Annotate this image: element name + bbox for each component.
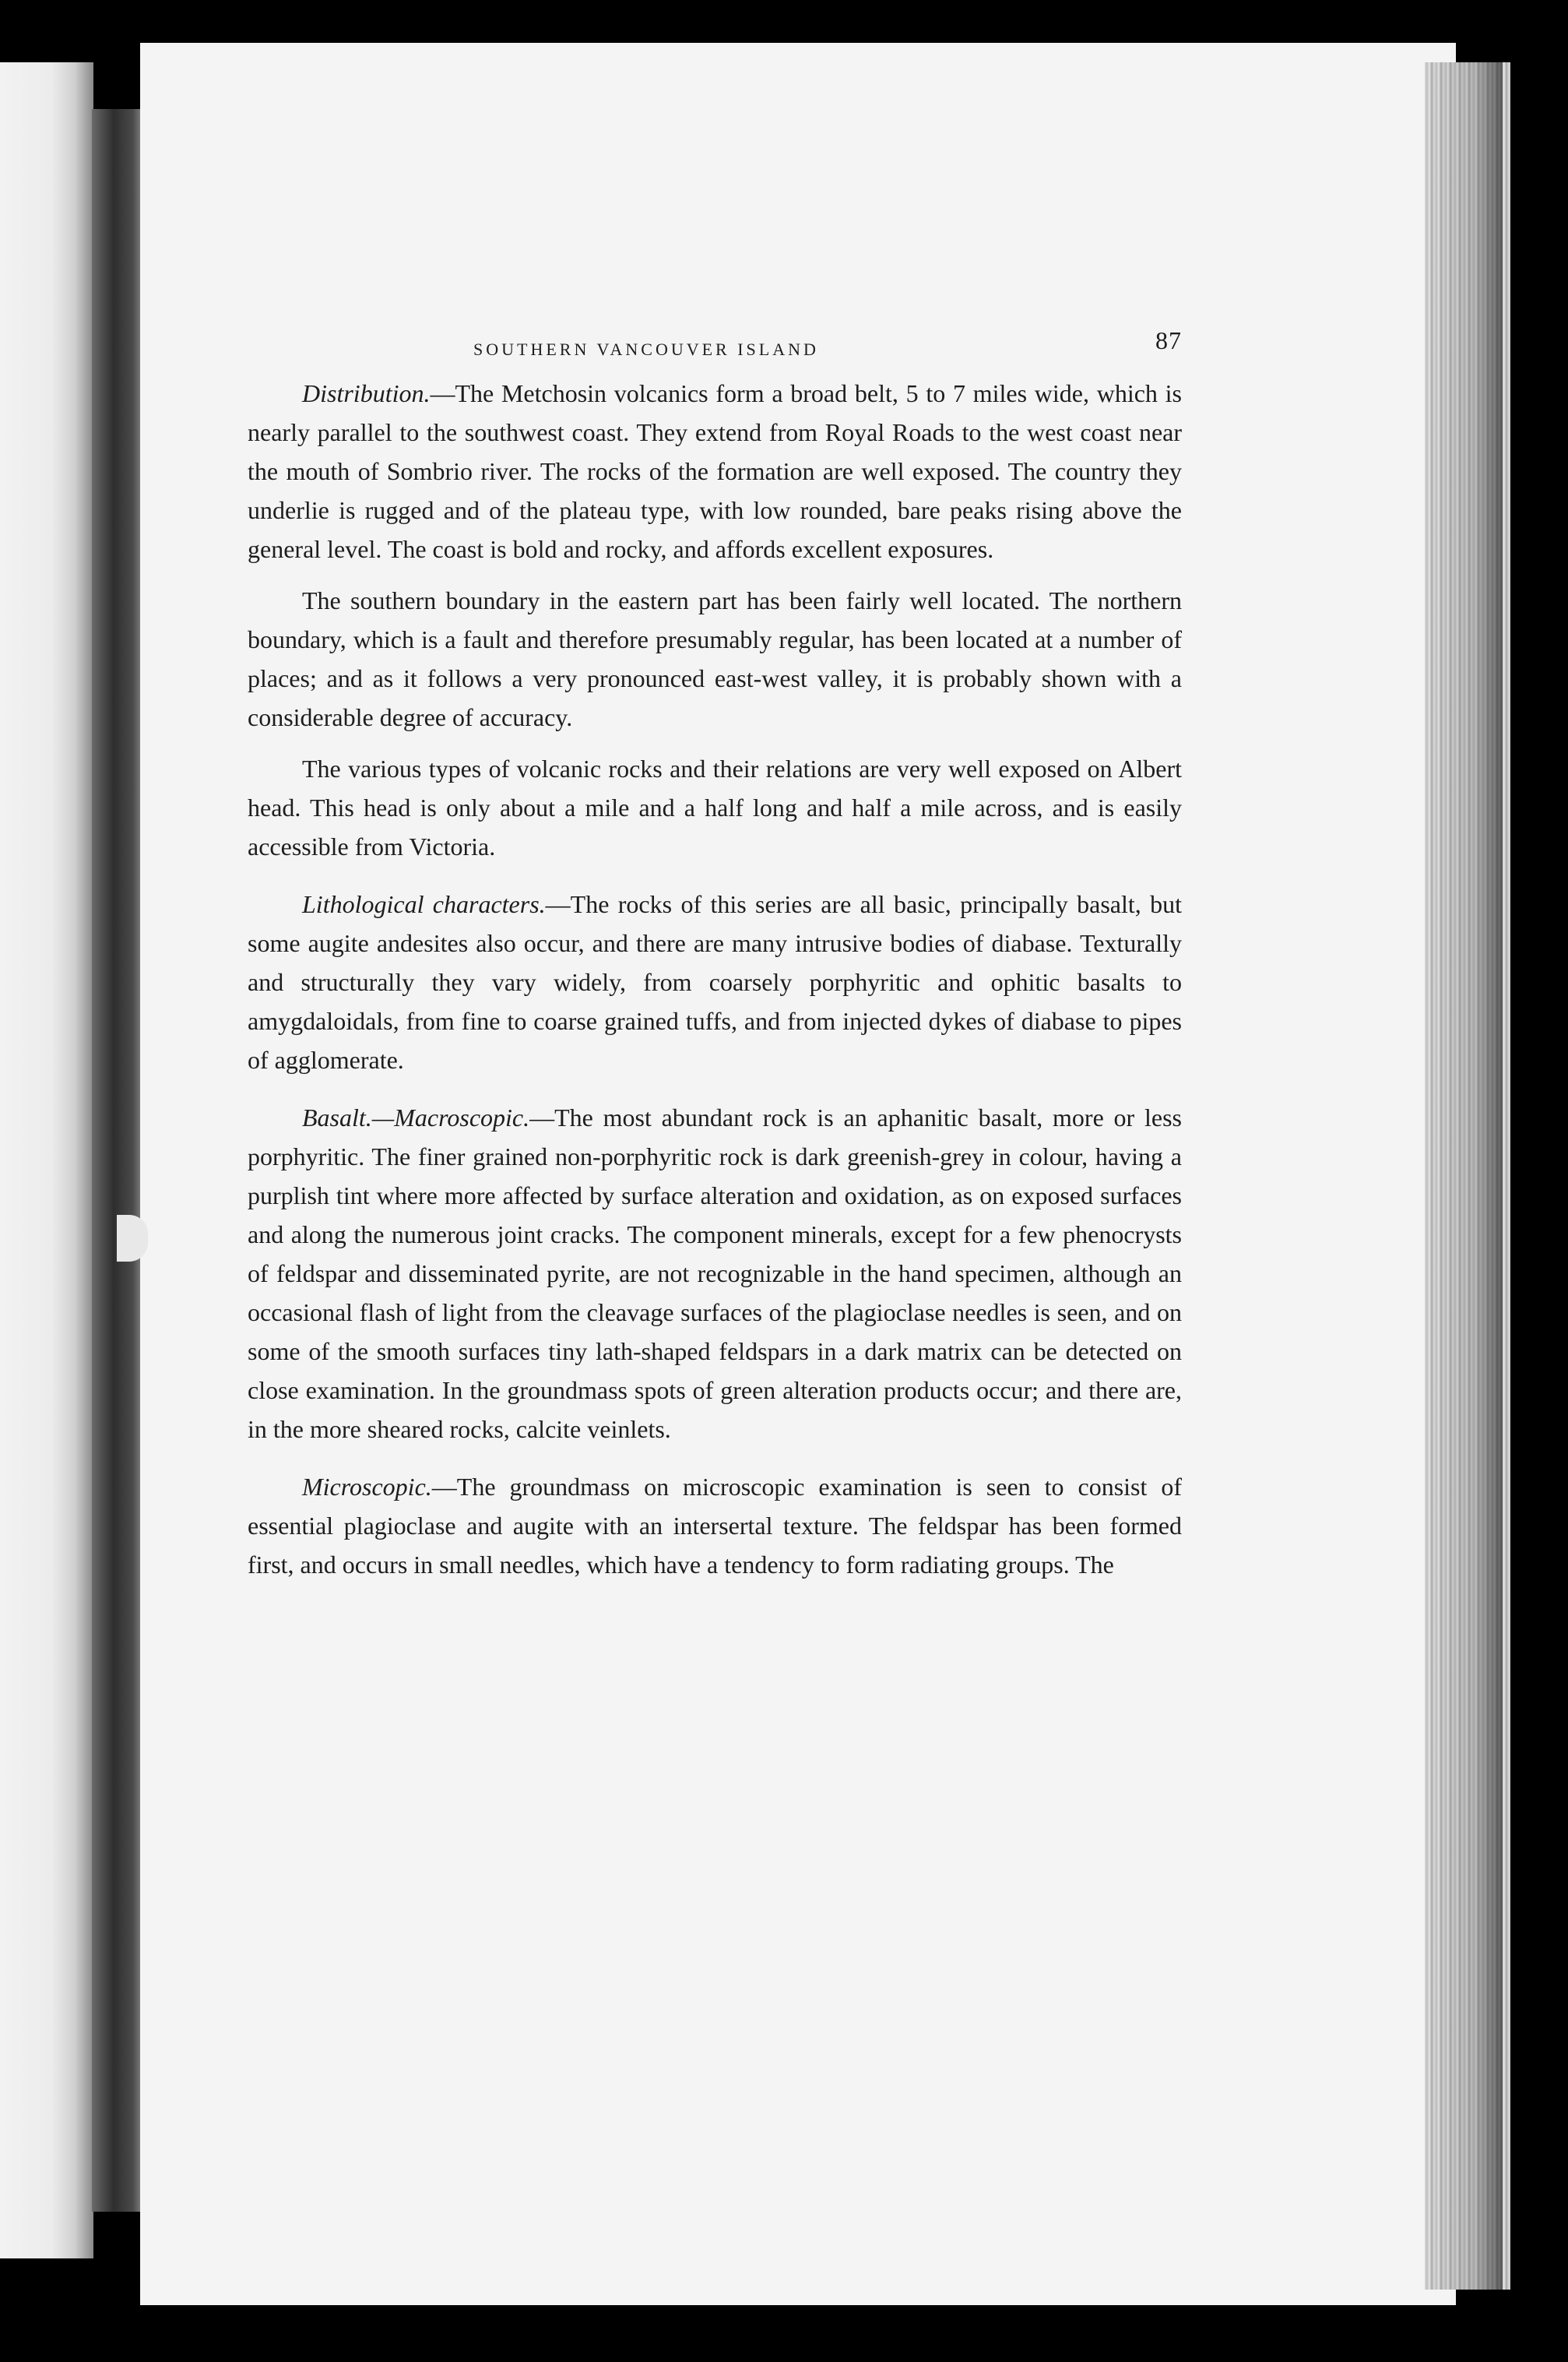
paragraph-body: —The groundmass on microscopic examination is seen to consist of essential plagioclase and augite with an intersertal texture. The feldspar has been formed first, and occurs in small needles, which have a tendency to form radiating groups. The — [248, 1473, 1182, 1579]
page-stack-shadow — [1433, 62, 1503, 2290]
paragraph-body: —The rocks of this series are all basic, principally basalt, but some augite andesites also occur, and there are many intrusive bodies of diabase. Texturally and structurally they vary widely, from coarsely porphyritic and ophitic basalts to amygdaloidals, from fine to coarse grained tuffs, and from injected dykes of diabase to pipes of agglomerate. — [248, 890, 1183, 1074]
paragraph-heading: Lithological characters. — [302, 890, 546, 918]
paragraph-heading: Microscopic. — [302, 1473, 432, 1501]
page-text — [248, 319, 1182, 1596]
running-head — [248, 319, 1182, 374]
running-head-title: SOUTHERN VANCOUVER ISLAND — [473, 340, 819, 359]
page-number: 87 — [1155, 326, 1182, 354]
paragraph-body: —The most abundant rock is an aphanitic basalt, more or less porphyritic. The finer grained non-porphyritic rock is dark greenish-grey in colour, having a purplish tint where more affected by surface alteration and oxidation, as on exposed surfaces and along the numerous joint cracks. The component minerals, except for a few phenocrysts of feldspar and disseminated pyrite, are not recognizable in the hand specimen, although an occasional flash of light from the cleavage surfaces of the plagioclase needles is seen, and on some of the smooth surfaces tiny lath-shaped feldspars in a dark matrix can be detected on close examination. In the groundmass spots of green alteration products occur; and there are, in the more sheared rocks, calcite veinlets. — [248, 1104, 1182, 1443]
book-gutter — [92, 109, 146, 2212]
paragraph-basalt-macroscopic — [248, 1098, 1182, 1449]
paragraph-body: —The Metchosin volcanics form a broad belt, 5 to 7 miles wide, which is nearly parallel to the southwest coast. They extend from Royal Roads to the west coast near the mouth of Sombrio river. The rocks of the formation are well exposed. The country they underlie is rugged and of the plateau type, with low rounded, bare peaks rising above the general level. The coast is bold and rocky, and affords excellent exposures. — [248, 379, 1182, 563]
paragraph-albert-head — [248, 749, 1182, 866]
facing-page-edge — [0, 62, 93, 2258]
page-notch — [117, 1215, 148, 1262]
paragraph-distribution — [248, 374, 1182, 568]
paragraph-heading: Distribution. — [302, 379, 431, 407]
paragraph-heading: Basalt.—Macroscopic. — [302, 1104, 530, 1132]
paragraph-body: The various types of volcanic rocks and their relations are very well exposed on Albert head. This head is only about a mile and a half long and half a mile across, and is easily accessible from Victoria. — [248, 755, 1182, 861]
paragraph-lithological — [248, 885, 1182, 1079]
paragraph-boundaries — [248, 581, 1182, 737]
paragraph-body: The southern boundary in the eastern part has been fairly well located. The northern boundary, which is a fault and therefore presumably regular, has been located at a number of places; and as it follows a very pronounced east-west valley, it is probably shown with a considerable degree of accuracy. — [248, 586, 1182, 731]
paragraph-microscopic — [248, 1467, 1182, 1584]
